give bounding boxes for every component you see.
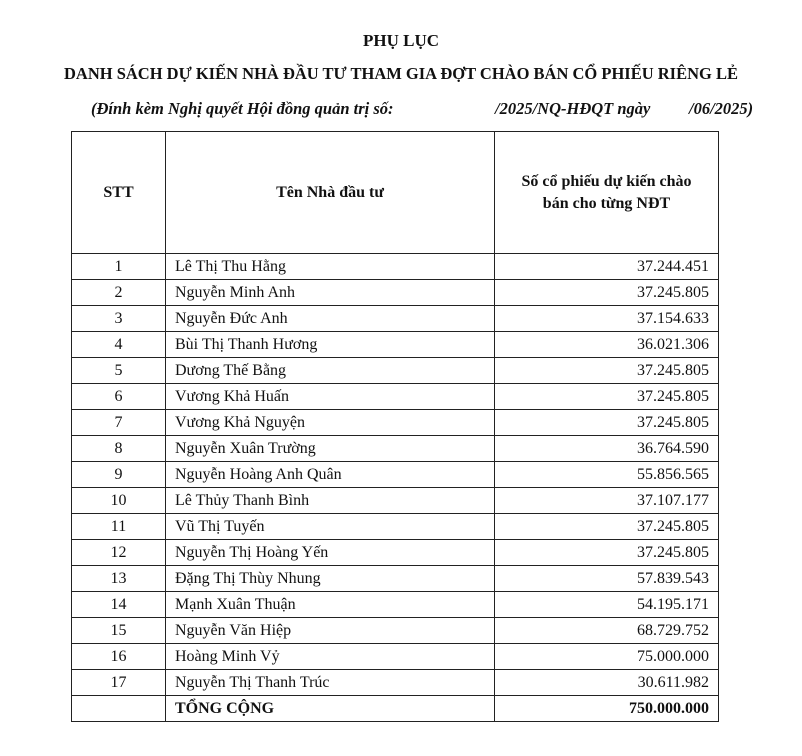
row-investor-name: Nguyễn Minh Anh [166, 280, 495, 306]
row-investor-name: Nguyễn Thị Hoàng Yến [166, 540, 495, 566]
document-heading: DANH SÁCH DỰ KIẾN NHÀ ĐẦU TƯ THAM GIA ĐỢT CHÀO BÁN CỔ PHIẾU RIÊNG LẺ [64, 64, 738, 83]
row-stt: 16 [72, 644, 166, 670]
row-investor-name: Dương Thế Bằng [166, 358, 495, 384]
table-row [72, 488, 719, 514]
total-row [72, 696, 719, 722]
table-row [72, 644, 719, 670]
total-label: TỔNG CỘNG [166, 696, 495, 722]
table-row [72, 514, 719, 540]
table-row [72, 436, 719, 462]
row-shares: 37.244.451 [495, 254, 719, 280]
row-shares: 36.764.590 [495, 436, 719, 462]
table-row [72, 332, 719, 358]
row-investor-name: Bùi Thị Thanh Hương [166, 332, 495, 358]
table-row [72, 358, 719, 384]
subtitle-part-2: /2025/NQ-HĐQT ngày [495, 99, 651, 118]
row-investor-name: Vũ Thị Tuyến [166, 514, 495, 540]
row-shares: 37.245.805 [495, 514, 719, 540]
investor-table [71, 131, 719, 722]
row-stt: 11 [72, 514, 166, 540]
column-header-stt: STT [72, 132, 166, 254]
row-stt: 3 [72, 306, 166, 332]
table-row [72, 540, 719, 566]
row-investor-name: Lê Thủy Thanh Bình [166, 488, 495, 514]
table-body [72, 254, 719, 696]
row-shares: 37.154.633 [495, 306, 719, 332]
total-empty-cell [72, 696, 166, 722]
table-row [72, 410, 719, 436]
table-row [72, 306, 719, 332]
column-header-name: Tên Nhà đầu tư [166, 132, 495, 254]
row-shares: 37.245.805 [495, 410, 719, 436]
row-stt: 2 [72, 280, 166, 306]
row-investor-name: Vương Khả Nguyện [166, 410, 495, 436]
row-stt: 6 [72, 384, 166, 410]
row-stt: 10 [72, 488, 166, 514]
row-shares: 37.107.177 [495, 488, 719, 514]
row-investor-name: Nguyễn Đức Anh [166, 306, 495, 332]
row-investor-name: Đặng Thị Thùy Nhung [166, 566, 495, 592]
row-stt: 13 [72, 566, 166, 592]
subtitle-part-1: (Đính kèm Nghị quyết Hội đồng quản trị số: [91, 99, 394, 118]
row-shares: 36.021.306 [495, 332, 719, 358]
row-shares: 55.856.565 [495, 462, 719, 488]
table-row [72, 566, 719, 592]
row-investor-name: Mạnh Xuân Thuận [166, 592, 495, 618]
row-shares: 68.729.752 [495, 618, 719, 644]
row-shares: 75.000.000 [495, 644, 719, 670]
row-shares: 54.195.171 [495, 592, 719, 618]
subtitle-part-3: /06/2025) [689, 99, 754, 118]
table-row [72, 462, 719, 488]
row-stt: 1 [72, 254, 166, 280]
table-header-row [72, 132, 719, 254]
row-shares: 37.245.805 [495, 540, 719, 566]
row-stt: 9 [72, 462, 166, 488]
row-investor-name: Nguyễn Thị Thanh Trúc [166, 670, 495, 696]
row-stt: 4 [72, 332, 166, 358]
page-title: PHỤ LỤC [362, 31, 440, 50]
table-row [72, 592, 719, 618]
row-investor-name: Nguyễn Xuân Trường [166, 436, 495, 462]
row-shares: 37.245.805 [495, 358, 719, 384]
column-header-shares: Số cổ phiếu dự kiến chào bán cho từng NĐT [495, 132, 719, 254]
row-investor-name: Vương Khả Huấn [166, 384, 495, 410]
table-row [72, 254, 719, 280]
row-shares: 57.839.543 [495, 566, 719, 592]
row-investor-name: Hoàng Minh Vỷ [166, 644, 495, 670]
row-stt: 15 [72, 618, 166, 644]
row-stt: 7 [72, 410, 166, 436]
row-stt: 8 [72, 436, 166, 462]
row-stt: 14 [72, 592, 166, 618]
row-stt: 12 [72, 540, 166, 566]
row-stt: 5 [72, 358, 166, 384]
total-shares: 750.000.000 [495, 696, 719, 722]
table-row [72, 670, 719, 696]
row-shares: 30.611.982 [495, 670, 719, 696]
row-investor-name: Lê Thị Thu Hằng [166, 254, 495, 280]
row-shares: 37.245.805 [495, 384, 719, 410]
table-row [72, 618, 719, 644]
row-shares: 37.245.805 [495, 280, 719, 306]
table-row [72, 280, 719, 306]
table-row [72, 384, 719, 410]
row-investor-name: Nguyễn Văn Hiệp [166, 618, 495, 644]
row-stt: 17 [72, 670, 166, 696]
row-investor-name: Nguyễn Hoàng Anh Quân [166, 462, 495, 488]
